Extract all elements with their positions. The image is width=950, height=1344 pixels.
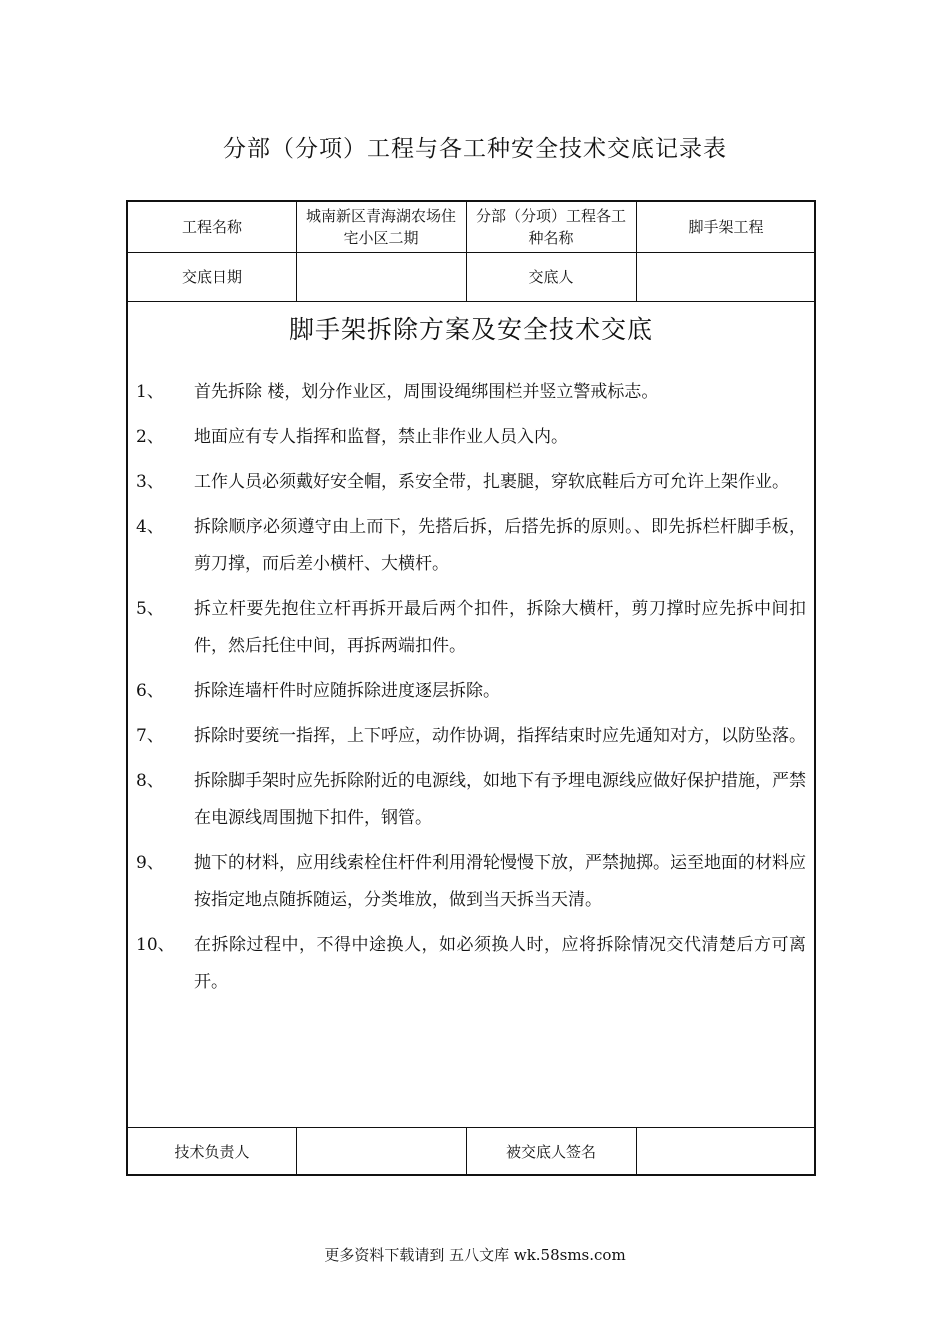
item-text: 地面应有专人指挥和监督，禁止非作业人员入内。: [194, 427, 568, 447]
list-item: [128, 374, 814, 411]
item-number: 7、: [136, 726, 164, 746]
list-item: [128, 591, 814, 665]
item-text: 拆除顺序必须遵守由上而下，先搭后拆，后搭先拆的原则。、即先拆栏杆脚手板，剪刀撑，而后差小横杆、大横杆。: [194, 517, 806, 574]
item-text: 拆除脚手架时应先拆除附近的电源线，如地下有予埋电源线应做好保护措施，严禁在电源线周围抛下扣件，钢管。: [194, 771, 806, 828]
item-number: 1、: [136, 382, 164, 402]
list-item: [128, 763, 814, 837]
item-text: 首先拆除 楼，划分作业区，周围设绳绑围栏并竖立警戒标志。: [194, 382, 659, 402]
item-text: 拆立杆要先抱住立杆再拆开最后两个扣件，拆除大横杆，剪刀撑时应先拆中间扣件，然后托住中间，再拆两端扣件。: [194, 599, 806, 656]
instruction-list: [128, 374, 814, 1009]
list-item: [128, 464, 814, 501]
item-text: 拆除连墙杆件时应随拆除进度逐层拆除。: [194, 681, 500, 701]
tech-lead-label: 技术负责人: [174, 1142, 250, 1161]
item-number: 5、: [136, 599, 164, 619]
person-value[interactable]: [636, 252, 816, 301]
list-item: [128, 845, 814, 919]
item-number: 10、: [136, 935, 175, 955]
item-number: 8、: [136, 771, 164, 791]
work-type-label: 分部（分项）工程各工种名称: [475, 207, 626, 247]
list-item: [128, 419, 814, 456]
date-value[interactable]: [296, 252, 466, 301]
list-item: [128, 718, 814, 755]
page-title: 分部（分项）工程与各工种安全技术交底记录表: [223, 136, 727, 162]
work-type-value[interactable]: 脚手架工程: [688, 218, 764, 236]
date-label: 交底日期: [181, 267, 242, 286]
item-number: 6、: [136, 681, 164, 701]
item-number: 4、: [136, 517, 164, 537]
project-name-value[interactable]: 城南新区青海湖农场住宅小区二期: [305, 207, 456, 247]
project-name-label: 工程名称: [181, 218, 242, 236]
item-number: 9、: [136, 853, 164, 873]
item-text: 拆除时要统一指挥，上下呼应，动作协调，指挥结束时应先通知对方，以防坠落。: [194, 726, 806, 746]
record-table: [126, 200, 816, 1176]
section-title: 脚手架拆除方案及安全技术交底: [288, 315, 653, 344]
item-text: 在拆除过程中，不得中途换人，如必须换人时，应将拆除情况交代清楚后方可离开。: [194, 935, 806, 992]
receiver-signature-label: 被交底人签名: [505, 1142, 596, 1161]
list-item: [128, 927, 814, 1001]
item-number: 2、: [136, 427, 164, 447]
item-text: 抛下的材料，应用线索栓住杆件利用滑轮慢慢下放，严禁抛掷。运至地面的材料应按指定地点随拆随运，分类堆放，做到当天拆当天清。: [194, 853, 806, 910]
receiver-signature-value[interactable]: [636, 1127, 816, 1176]
list-item: [128, 509, 814, 583]
person-label: 交底人: [528, 267, 574, 286]
item-text: 工作人员必须戴好安全帽，系安全带，扎裹腿，穿软底鞋后方可允许上架作业。: [194, 472, 789, 492]
item-number: 3、: [136, 472, 164, 492]
footer-note: 更多资料下载请到 五八文库 wk.58sms.com: [324, 1246, 626, 1264]
row-divider: [128, 301, 814, 302]
list-item: [128, 673, 814, 710]
tech-lead-value[interactable]: [296, 1127, 466, 1176]
